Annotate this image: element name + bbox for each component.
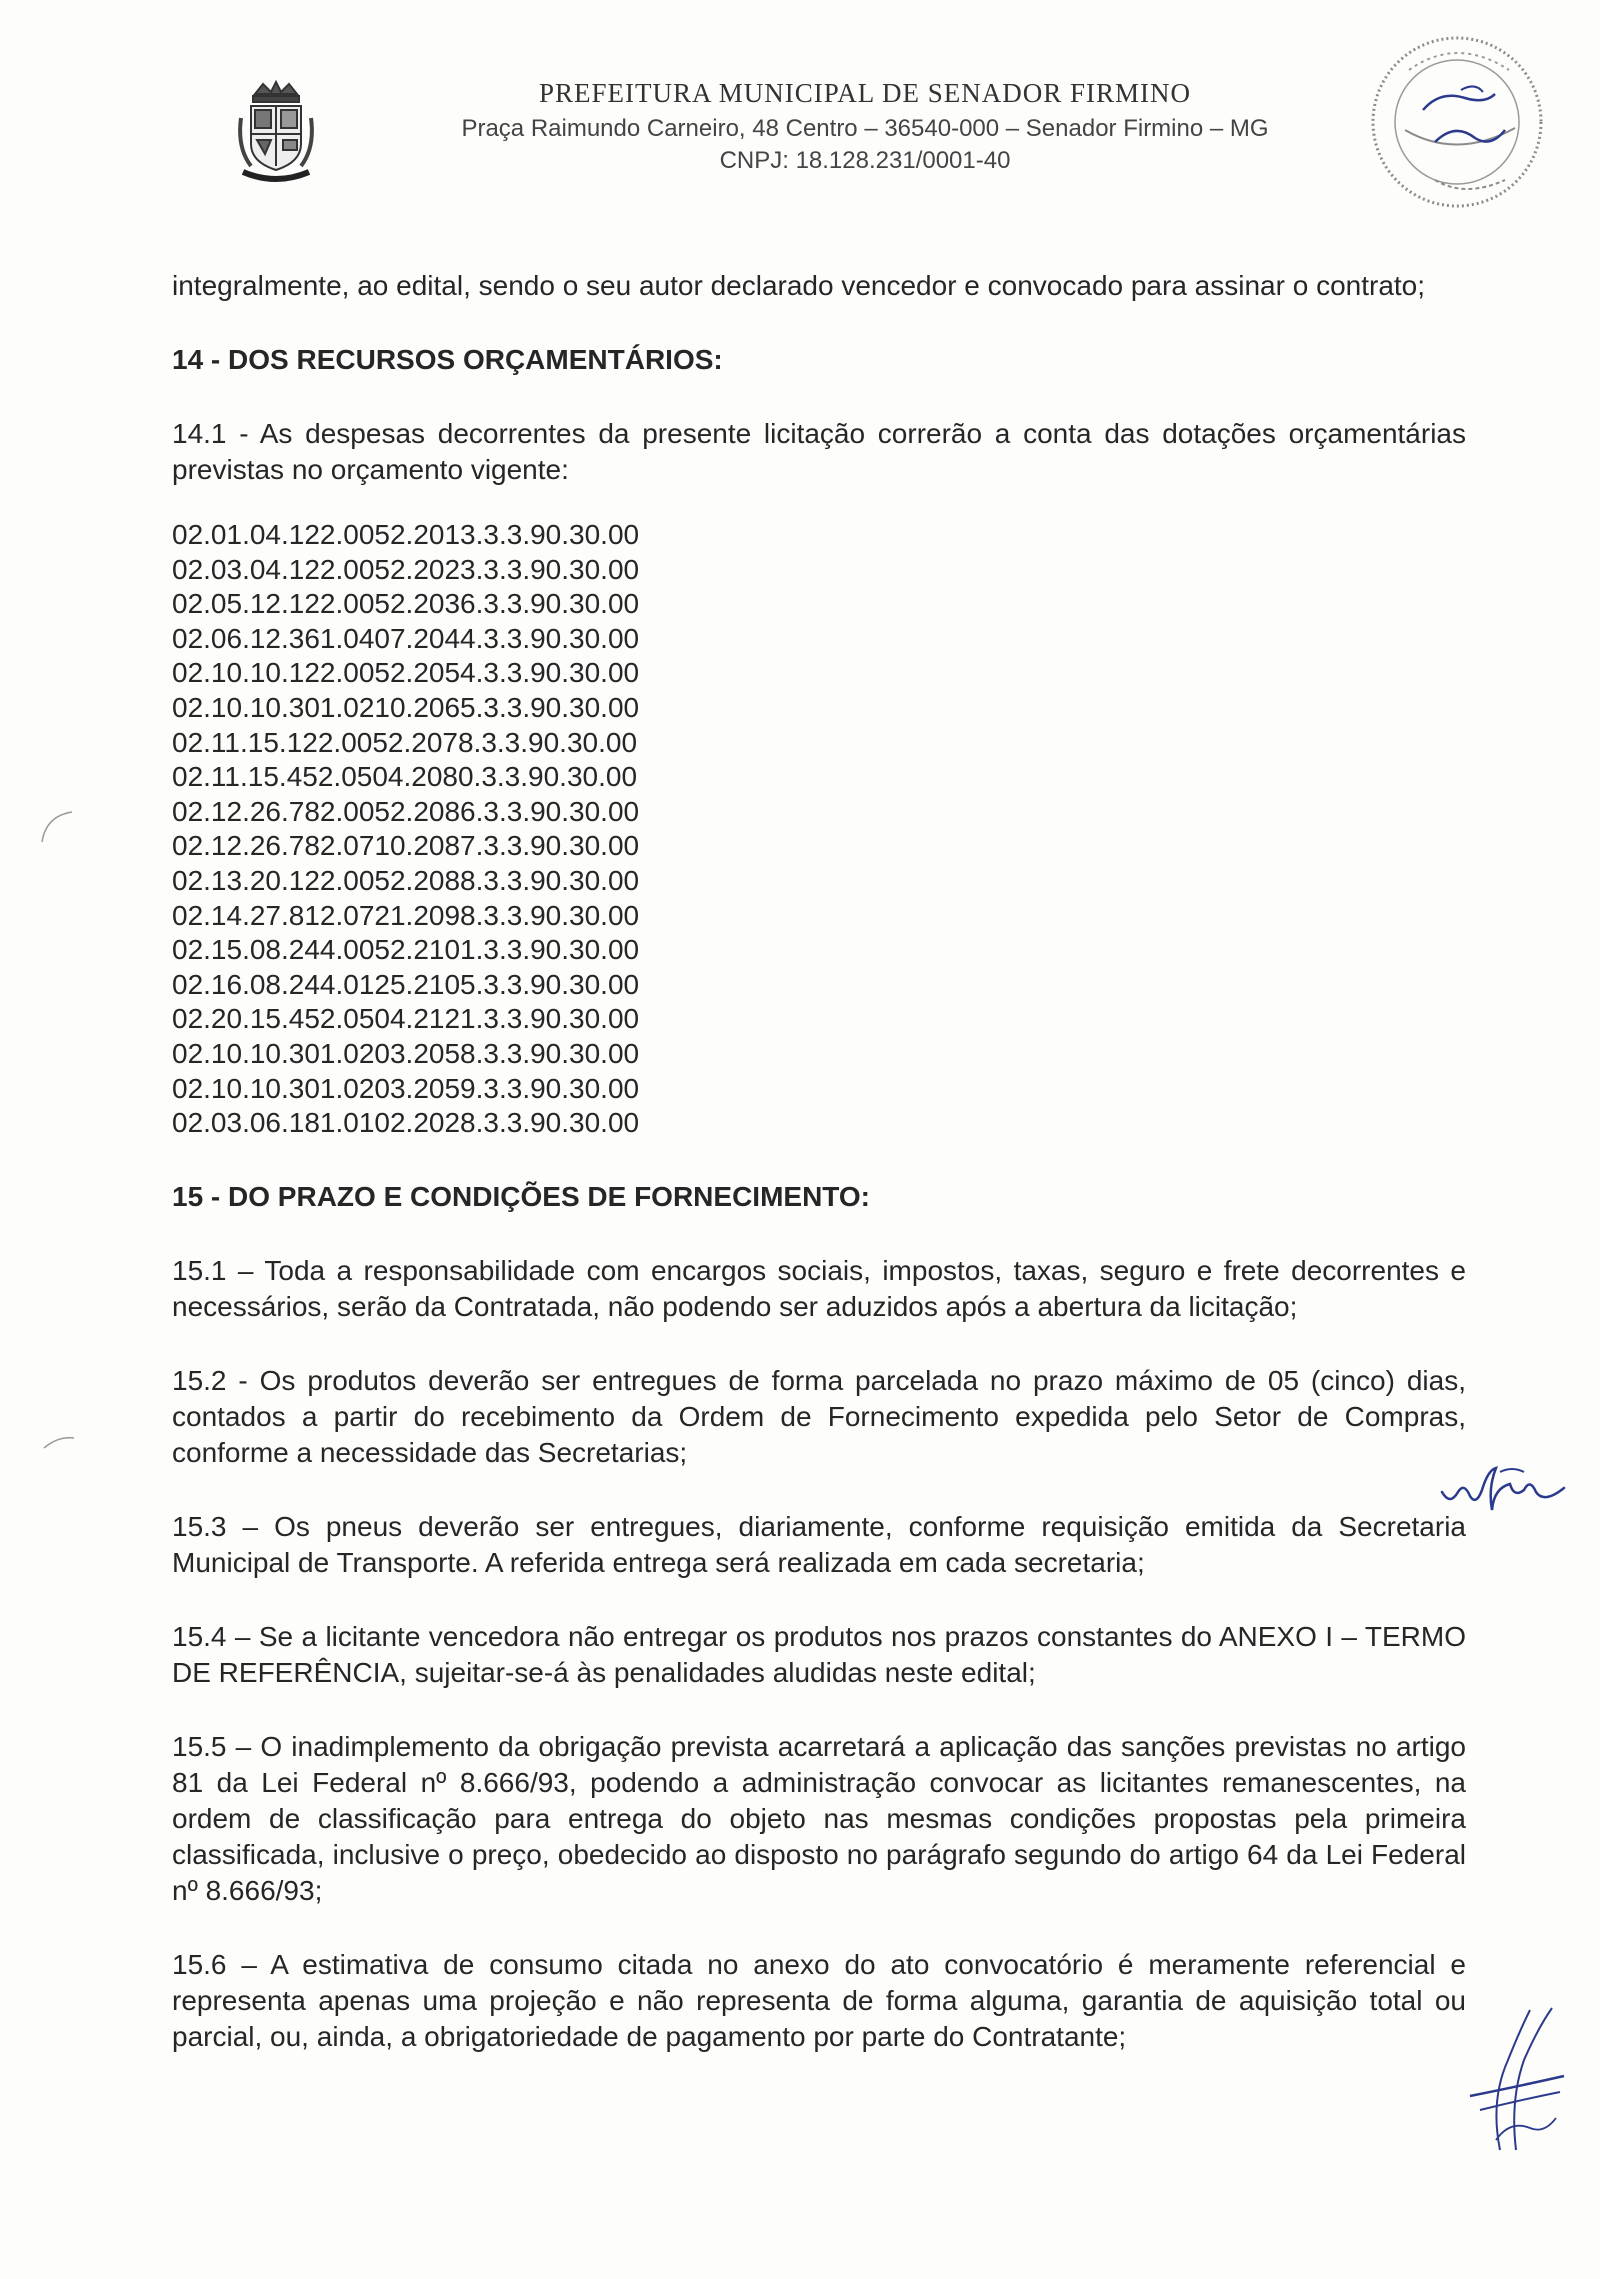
margin-arc-mark xyxy=(38,808,78,848)
budget-code: 02.14.27.812.0721.2098.3.3.90.30.00 xyxy=(172,899,640,931)
handwritten-rubric-signature xyxy=(1460,2000,1570,2160)
item-15-6: 15.6 – A estimativa de consumo citada no anexo do ato convocatório é meramente referencial e representa apenas uma projeção e não representa de forma alguma, garantia de aquisição total ou parcial, ou, ainda, a obrigatoriedade de pagamento por parte do Contratante; xyxy=(172,1948,1466,2052)
budget-code: 02.01.04.122.0052.2013.3.3.90.30.00 xyxy=(172,519,640,550)
document-body xyxy=(172,268,1466,2055)
budget-code: 02.13.20.122.0052.2088.3.3.90.30.00 xyxy=(172,864,640,896)
section-15-heading: 15 - DO PRAZO E CONDIÇÕES DE FORNECIMENTO: xyxy=(172,1180,870,1212)
item-15-2: 15.2 - Os produtos deverão ser entregues de forma parcelada no prazo máximo de 05 (cinco) dias, contados a partir do recebimento da Ordem de Fornecimento expedida pelo Setor de Compras, conforme a necessidade das Secretarias; xyxy=(172,1364,1466,1468)
budget-code: 02.03.06.181.0102.2028.3.3.90.30.00 xyxy=(172,1107,640,1139)
margin-arc-mark xyxy=(40,1428,80,1468)
budget-code: 02.10.10.301.0203.2058.3.3.90.30.00 xyxy=(172,1037,640,1069)
commission-stamp-icon xyxy=(1365,30,1550,215)
letterhead xyxy=(360,78,1370,177)
item-15-1: 15.1 – Toda a responsabilidade com encargos sociais, impostos, taxas, seguro e frete decorrentes e necessários, serão da Contratada, não podendo ser aduzidos após a abertura da licitação; xyxy=(172,1254,1466,1322)
budget-code: 02.03.04.122.0052.2023.3.3.90.30.00 xyxy=(172,553,640,585)
budget-code: 02.12.26.782.0052.2086.3.3.90.30.00 xyxy=(172,795,640,827)
budget-code: 02.05.12.122.0052.2036.3.3.90.30.00 xyxy=(172,588,640,620)
item-15-5: 15.5 – O inadimplemento da obrigação prevista acarretará a aplicação das sanções previstas no artigo 81 da Lei Federal nº 8.666/93, podendo a administração convocar as licitantes remanescentes, na ordem de classificação para entrega do objeto nas mesmas condições propostas pela primeira classificada, inclusive o preço, obedecido ao disposto no parágrafo segundo do artigo 64 da Lei Federal nº 8.666/93; xyxy=(172,1730,1466,1906)
budget-code: 02.10.10.301.0210.2065.3.3.90.30.00 xyxy=(172,691,640,723)
municipal-crest-logo xyxy=(235,78,317,190)
budget-codes-list xyxy=(172,518,1466,1141)
budget-code: 02.10.10.301.0203.2059.3.3.90.30.00 xyxy=(172,1072,640,1104)
letterhead-address: Praça Raimundo Carneiro, 48 Centro – 36540-000 – Senador Firmino – MG xyxy=(461,115,1269,142)
budget-code: 02.11.15.122.0052.2078.3.3.90.30.00 xyxy=(172,726,638,758)
intro-paragraph: integralmente, ao edital, sendo o seu autor declarado vencedor e convocado para assinar o contrato; xyxy=(172,270,1426,301)
budget-code: 02.20.15.452.0504.2121.3.3.90.30.00 xyxy=(172,1003,640,1035)
section-14-heading: 14 - DOS RECURSOS ORÇAMENTÁRIOS: xyxy=(172,344,723,375)
budget-code: 02.15.08.244.0052.2101.3.3.90.30.00 xyxy=(172,934,640,966)
budget-code: 02.16.08.244.0125.2105.3.3.90.30.00 xyxy=(172,968,640,1000)
handwritten-initials-signature xyxy=(1440,1448,1570,1518)
letterhead-title: PREFEITURA MUNICIPAL DE SENADOR FIRMINO xyxy=(538,78,1192,108)
letterhead-cnpj: CNPJ: 18.128.231/0001-40 xyxy=(719,147,1011,174)
budget-code: 02.10.10.122.0052.2054.3.3.90.30.00 xyxy=(172,657,640,689)
item-15-3: 15.3 – Os pneus deverão ser entregues, diariamente, conforme requisição emitida da Secretaria Municipal de Transporte. A referida entrega será realizada em cada secretaria; xyxy=(172,1510,1466,1578)
item-15-4: 15.4 – Se a licitante vencedora não entregar os produtos nos prazos constantes do ANEXO I – TERMO DE REFERÊNCIA, sujeitar-se-á às penalidades aludidas neste edital; xyxy=(172,1620,1466,1688)
budget-code: 02.12.26.782.0710.2087.3.3.90.30.00 xyxy=(172,830,640,862)
budget-code: 02.11.15.452.0504.2080.3.3.90.30.00 xyxy=(172,761,638,793)
item-14-1: 14.1 - As despesas decorrentes da presente licitação correrão a conta das dotações orçamentárias previstas no orçamento vigente: xyxy=(172,418,1466,485)
budget-code: 02.06.12.361.0407.2044.3.3.90.30.00 xyxy=(172,622,640,654)
